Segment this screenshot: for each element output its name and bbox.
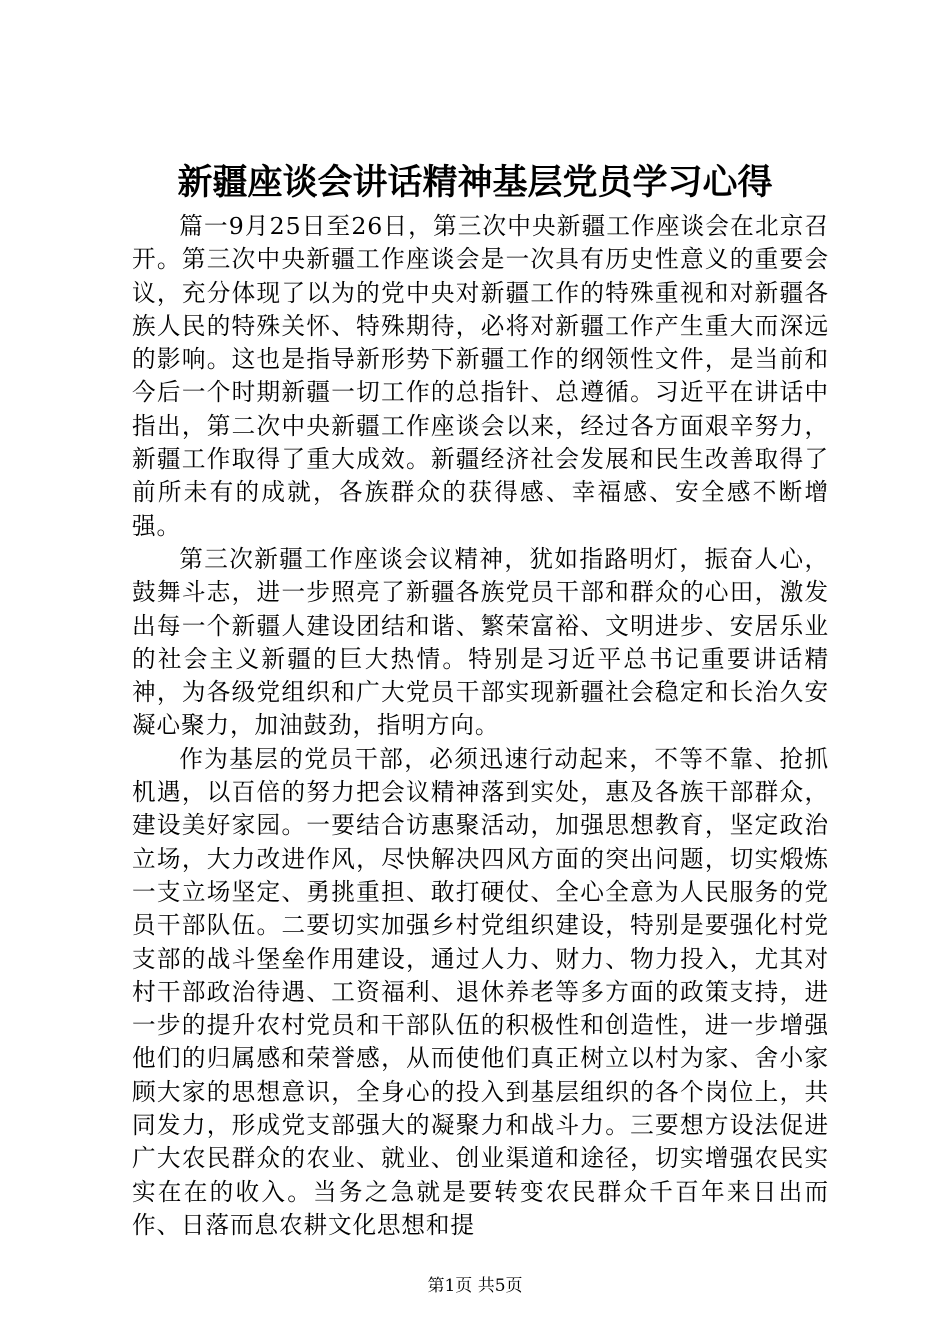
page-number-footer: 第1页 共5页 bbox=[427, 1276, 523, 1296]
document-title: 新疆座谈会讲话精神基层党员学习心得 bbox=[177, 162, 773, 203]
paragraph-2: 第三次新疆工作座谈会议精神，犹如指路明灯，振奋人心，鼓舞斗志，进一步照亮了新疆各族党员干部和群众的心田，激发出每一个新疆人建设团结和谐、繁荣富裕、文明进步、安居乐业的社会主义新疆的巨大热情。特别是习近平总书记重要讲话精神，为各级党组织和广大党员干部实现新疆社会稳定和长治久安凝心聚力，加油鼓劲，指明方向。 bbox=[132, 544, 829, 740]
paragraph-1: 篇一9月25日至26日，第三次中央新疆工作座谈会在北京召开。第三次中央新疆工作座谈会是一次具有历史性意义的重要会议，充分体现了以为的党中央对新疆工作的特殊重视和对新疆各族人民的特殊关怀、特殊期待，必将对新疆工作产生重大而深远的影响。这也是指导新形势下新疆工作的纲领性文件，是当前和今后一个时期新疆一切工作的总指针、总遵循。习近平在讲话中指出，第二次中央新疆工作座谈会以来，经过各方面艰辛努力，新疆工作取得了重大成效。新疆经济社会发展和民生改善取得了前所未有的成就，各族群众的获得感、幸福感、安全感不断增强。 bbox=[132, 212, 829, 540]
document-body bbox=[132, 210, 829, 1242]
paragraph-3: 作为基层的党员干部，必须迅速行动起来，不等不靠、抢抓机遇，以百倍的努力把会议精神落到实处，惠及各族干部群众，建设美好家园。一要结合访惠聚活动，加强思想教育，坚定政治立场，大力改进作风，尽快解决四风方面的突出问题，切实煅炼一支立场坚定、勇挑重担、敢打硬仗、全心全意为人民服务的党员干部队伍。二要切实加强乡村党组织建设，特别是要强化村党支部的战斗堡垒作用建设，通过人力、财力、物力投入，尤其对村干部政治待遇、工资福利、退休养老等多方面的政策支持，进一步的提升农村党员和干部队伍的积极性和创造性，进一步增强他们的归属感和荣誉感，从而使他们真正树立以村为家、舍小家顾大家的思想意识，全身心的投入到基层组织的各个岗位上，共同发力，形成党支部强大的凝聚力和战斗力。三要想方设法促进广大农民群众的农业、就业、创业渠道和途径，切实增强农民实实在在的收入。当务之急就是要转变农民群众千百年来日出而作、日落而息农耕文化思想和提 bbox=[132, 744, 829, 1239]
